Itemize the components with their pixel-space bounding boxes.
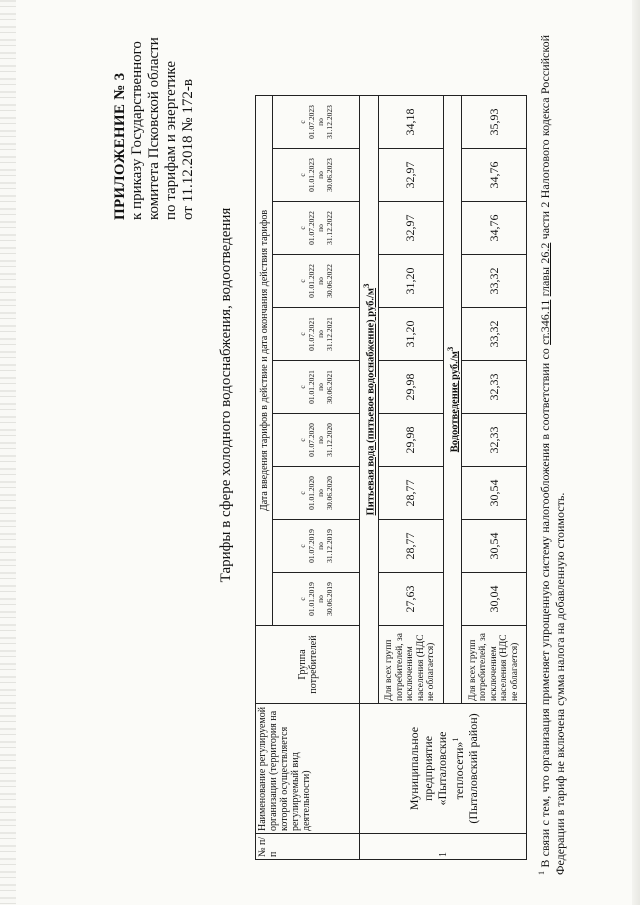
- tariff-value: 27,63: [378, 573, 443, 626]
- section-drinking-water: Питьевая вода (питьевое водоснабжение) $руб./м^3$: [360, 96, 379, 704]
- tariff-value: 34,76: [462, 149, 527, 202]
- period-10: с 01.07.2023 по 31.12.2023: [273, 96, 360, 149]
- rotated-document-content: [0, 25, 640, 895]
- header-organization: Наименование регулируемой организации (территория на которой осуществляется регулируемый вид деятельности): [256, 704, 360, 834]
- tariff-value: 32,33: [462, 361, 527, 414]
- header-consumer-group: Группа потребителей: [256, 626, 360, 704]
- tariff-table: [255, 95, 527, 860]
- tariff-value: 30,04: [462, 573, 527, 626]
- appendix-title: ПРИЛОЖЕНИЕ № 3: [112, 72, 128, 220]
- tariff-value: 32,97: [378, 202, 443, 255]
- consumer-group-water: Для всех групп потребителей, за исключением населения (НДС не облагается): [378, 626, 443, 704]
- tariff-value: 34,76: [462, 202, 527, 255]
- period-4: с 01.07.2020 по 31.12.2020: [273, 414, 360, 467]
- appendix-line-3: по тарифам и энергетике: [163, 61, 179, 220]
- appendix-header: [112, 30, 197, 220]
- tariff-value: 33,32: [462, 255, 527, 308]
- table-header-row: [256, 96, 273, 860]
- footnote-link-chapter[interactable]: главы 26.2: [538, 242, 552, 297]
- tariff-value: 32,97: [378, 149, 443, 202]
- tariff-value: 31,20: [378, 255, 443, 308]
- section-wastewater: Водоотведение $руб./м^3$: [443, 96, 462, 704]
- period-5: с 01.01.2021 по 30.06.2021: [273, 361, 360, 414]
- tariff-value: 32,33: [462, 414, 527, 467]
- tariff-value: 29,98: [378, 414, 443, 467]
- period-8: с 01.07.2022 по 31.12.2022: [273, 202, 360, 255]
- document-title: Тарифы в сфере холодного водоснабжения, водоотведения: [218, 207, 234, 583]
- consumer-group-wastewater: Для всех групп потребителей, за исключением населения (НДС не облагается): [462, 626, 527, 704]
- period-7: с 01.01.2022 по 30.06.2022: [273, 255, 360, 308]
- row-number: 1: [360, 834, 527, 860]
- header-dates: Дата введения тарифов в действие и дата окончания действия тарифов: [256, 96, 273, 626]
- footnote-mark: 1: [537, 871, 546, 875]
- tariff-value: 31,20: [378, 308, 443, 361]
- header-number: № п/п: [256, 834, 360, 860]
- order-date: от 11.12.2018 № 172-в: [180, 79, 196, 220]
- appendix-line-1: к приказу Государственного: [129, 41, 145, 220]
- tariff-value: 33,32: [462, 308, 527, 361]
- period-2: с 01.07.2019 по 31.12.2019: [273, 520, 360, 573]
- period-3: с 01.01.2020 по 30.06.2020: [273, 467, 360, 520]
- tariff-value: 29,98: [378, 361, 443, 414]
- footnote-text-b: части 2 Налогового кодекса Российской Федерации в тариф не включена сумма налога на добавленную стоимость.: [538, 34, 567, 875]
- section-row-drinking-water: [360, 96, 379, 860]
- tariff-value: 30,54: [462, 520, 527, 573]
- footnote: [534, 35, 568, 875]
- tariff-value: 28,77: [378, 520, 443, 573]
- appendix-line-2: комитета Псковской области: [146, 37, 162, 220]
- period-6: с 01.07.2021 по 31.12.2021: [273, 308, 360, 361]
- period-1: с 01.01.2019 по 30.06.2019: [273, 573, 360, 626]
- period-9: с 01.01.2023 по 30.06.2023: [273, 149, 360, 202]
- tariff-value: 35,93: [462, 96, 527, 149]
- footnote-link-article[interactable]: ст.346.11: [538, 299, 552, 345]
- tariff-value: 34,18: [378, 96, 443, 149]
- organization-name: Муниципальное предприятие «Пыталовские теплосети»$^1$ (Пыталовский район): [360, 704, 527, 834]
- footnote-text-a: В связи с тем, что организация применяет упрощенную систему налогообложения в соответствии со: [538, 344, 552, 868]
- tariff-value: 28,77: [378, 467, 443, 520]
- tariff-value: 30,54: [462, 467, 527, 520]
